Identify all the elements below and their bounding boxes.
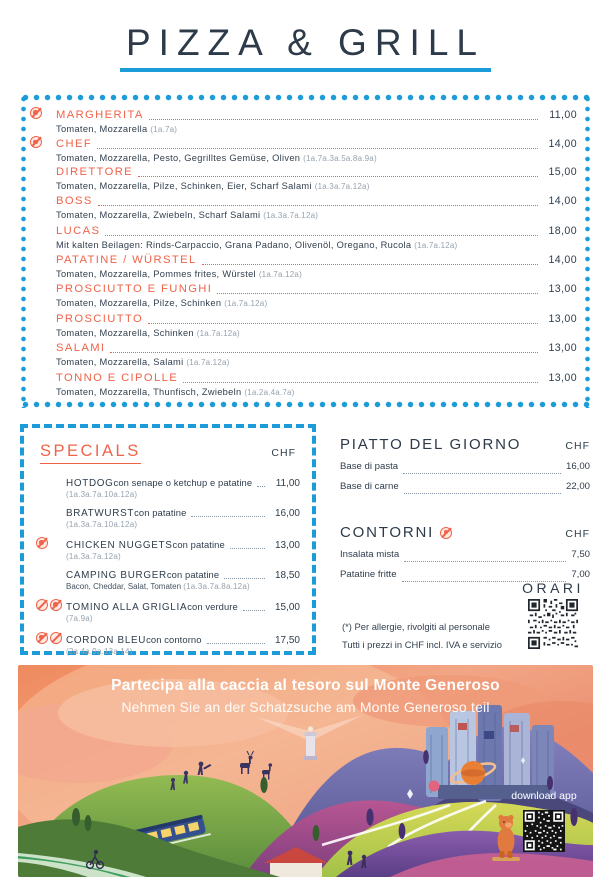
menu-item	[340, 477, 590, 497]
dietary-badge-icon	[50, 632, 62, 644]
allergen-codes: (1a.2a.4a.7a)	[244, 387, 295, 397]
menu-item-price: 18,50	[274, 569, 300, 581]
menu-item	[36, 569, 300, 593]
allergen-codes: (1a.7a.3a.5a.8a.9a)	[303, 154, 377, 164]
allergen-codes: (1a.3a.7a.10a.12a)	[66, 490, 138, 499]
specials-heading: SPECIALS	[40, 442, 141, 464]
dotted-leader	[110, 352, 538, 353]
menu-item-name: Base di carne	[340, 481, 399, 492]
allergen-codes: (1a.3a.7a.12a)	[66, 552, 121, 561]
dotted-leader	[183, 382, 538, 383]
dotted-leader	[404, 561, 566, 562]
menu-item-desc: Tomaten, Mozzarella, Zwiebeln, Scharf Salami	[56, 210, 261, 221]
dotted-leader	[138, 176, 538, 177]
menu-item-price: 15,00	[274, 602, 300, 613]
orari-heading: ORARI	[522, 580, 584, 596]
menu-item-price: 17,50	[274, 634, 300, 646]
dotted-leader	[202, 264, 538, 265]
promo-banner	[18, 665, 593, 877]
menu-item-name: Base di pasta	[340, 461, 399, 472]
menu-item	[30, 253, 577, 282]
allergen-codes: (1a.7a.12a)	[196, 328, 240, 338]
dotted-leader	[224, 578, 265, 579]
allergen-codes: (1a.7a.12a)	[414, 240, 458, 250]
menu-item-name: PROSCIUTTO	[56, 312, 144, 325]
menu-item-name: PATATINE / WÜRSTEL	[56, 253, 197, 266]
menu-item-desc: Tomaten, Mozzarella, Salami	[56, 357, 184, 368]
menu-item-name: BOSS	[56, 195, 93, 208]
menu-item-name: CAMPING BURGER	[66, 569, 167, 581]
dietary-badge-icon	[30, 107, 42, 119]
pizza-menu-section	[20, 94, 591, 408]
menu-item	[30, 224, 577, 253]
menu-item-price: 22,00	[565, 481, 590, 492]
dotted-leader	[217, 293, 538, 294]
menu-item-desc: Mit kalten Beilagen: Rinds-Carpaccio, Grana Padano, Olivenöl, Oregano, Rucola	[56, 239, 412, 250]
menu-item-suffix: con contorno	[146, 633, 202, 645]
specials-section	[20, 424, 316, 655]
menu-item-desc: Tomaten, Mozzarella, Schinken	[56, 327, 194, 338]
dietary-badge-icon	[30, 136, 42, 148]
dietary-badge-icon	[50, 599, 62, 611]
banner-illustration	[18, 665, 593, 877]
menu-item-name: PROSCIUTTO E FUNGHI	[56, 283, 213, 296]
menu-item-desc: Tomaten, Mozzarella, Pilze, Schinken	[56, 298, 222, 309]
menu-item-price: 16,00	[274, 507, 300, 519]
menu-item-desc: Tomaten, Mozzarella, Pilze, Schinken, Eier, Scharf Salami	[56, 180, 312, 191]
banner-headline-it: Partecipa alla caccia al tesoro sul Monte Generoso	[111, 677, 500, 694]
contorni-section	[340, 524, 590, 585]
dietary-badge-icon	[36, 599, 48, 611]
menu-item-price: 7,50	[571, 549, 590, 560]
menu-item-price: 7,00	[571, 569, 590, 580]
allergen-codes: (1a.7a.12a)	[186, 358, 230, 368]
menu-item-name: SALAMI	[56, 342, 106, 355]
menu-item-suffix: con patatine	[172, 539, 225, 550]
menu-item-price: 18,00	[548, 224, 577, 237]
allergen-codes: (1a.3a.7a.12a)	[263, 211, 319, 221]
menu-item	[30, 194, 577, 223]
menu-item-name: CHICKEN NUGGETS	[66, 540, 173, 551]
menu-item-name: HOTDOG	[66, 478, 114, 489]
menu-item-name: TONNO E CIPOLLE	[56, 371, 179, 384]
dotted-leader	[404, 493, 561, 494]
menu-item-price: 14,00	[548, 138, 577, 151]
menu-item-desc: Tomaten, Mozzarella, Thunfisch, Zwiebeln	[56, 386, 242, 397]
dotted-leader	[191, 516, 265, 517]
menu-item-price: 15,00	[548, 165, 577, 178]
allergen-codes: (1a.7a.12a)	[258, 269, 302, 279]
menu-item-price: 11,00	[275, 478, 300, 489]
menu-item-name: Insalata mista	[340, 549, 400, 560]
menu-item	[30, 165, 577, 194]
dotted-leader	[97, 148, 538, 149]
dotted-leader	[207, 643, 265, 644]
menu-item-suffix: con patatine	[134, 506, 187, 518]
orari-qr-code	[528, 599, 578, 649]
menu-item-price: 13,00	[548, 283, 577, 296]
ball-icon	[429, 781, 440, 792]
menu-item	[36, 536, 300, 563]
menu-item	[30, 312, 577, 341]
dotted-leader	[257, 486, 265, 487]
footnote-allergy: (*) Per allergie, rivolgiti al personale	[342, 621, 490, 632]
menu-item	[30, 135, 577, 164]
dietary-badge-icon	[36, 537, 48, 549]
dotted-leader	[148, 323, 538, 324]
menu-item	[36, 477, 300, 501]
menu-item-name: BRATWURST	[66, 507, 135, 519]
orari-block	[522, 580, 584, 654]
menu-item-desc: Tomaten, Mozzarella	[56, 124, 148, 134]
menu-item-name: DIRETTORE	[56, 165, 134, 178]
footnote-prices: Tutti i prezzi in CHF incl. IVA e servizio	[342, 639, 502, 650]
piatto-del-giorno-section	[340, 436, 590, 497]
footnotes	[342, 618, 502, 654]
section-heading: CONTORNI	[340, 524, 435, 541]
banner-headline-de: Nehmen Sie an der Schatzsuche am Monte Generoso teil	[121, 699, 490, 715]
header	[0, 22, 611, 72]
download-app-label: download app	[511, 790, 577, 802]
allergen-codes: (1a.3a.7a.10a.12a)	[66, 519, 138, 529]
allergen-codes: (1a.7a.12a)	[224, 299, 268, 309]
dotted-leader	[230, 548, 265, 549]
menu-item-price: 14,00	[548, 253, 577, 266]
menu-item	[30, 106, 577, 135]
menu-item	[36, 507, 300, 531]
dotted-leader	[149, 119, 538, 120]
allergen-codes: (1a.3a.7a.12a)	[314, 181, 370, 191]
menu-item-price: 13,00	[548, 342, 577, 355]
menu-item-price: 13,00	[548, 371, 577, 384]
menu-item-price: 11,00	[549, 109, 577, 121]
menu-item	[30, 341, 577, 370]
app-qr-code	[523, 810, 565, 852]
menu-item-suffix: con patatine	[166, 568, 220, 580]
menu-item-name: MARGHERITA	[56, 109, 144, 121]
menu-item	[36, 598, 300, 625]
menu-item-name: CHEF	[56, 138, 93, 151]
menu-item-price: 14,00	[548, 195, 577, 208]
menu-item-price: 16,00	[565, 461, 590, 472]
dotted-leader	[98, 205, 538, 206]
menu-item-name: LUCAS	[56, 224, 101, 237]
allergen-codes: (1a.3a.7a.8a.12a)	[183, 581, 250, 591]
menu-item-price: 13,00	[274, 540, 300, 551]
menu-item-price: 13,00	[548, 312, 577, 325]
menu-item-name: Patatine fritte	[340, 569, 397, 580]
dotted-leader	[105, 235, 538, 236]
dotted-leader	[243, 610, 265, 611]
menu-item-desc: Bacon, Cheddar, Salat, Tomaten	[66, 581, 182, 591]
currency-label: CHF	[565, 528, 590, 540]
dietary-badge-icon	[36, 632, 48, 644]
menu-item	[30, 282, 577, 311]
section-heading: PIATTO DEL GIORNO	[340, 436, 522, 453]
menu-item-suffix: con verdure	[187, 601, 238, 612]
menu-item	[30, 371, 577, 400]
menu-item-name: TOMINO ALLA GRIGLIA	[66, 602, 188, 613]
allergen-codes: (7a.9a)	[66, 614, 93, 623]
page-title: PIZZA & GRILL	[120, 22, 491, 72]
allergen-codes: (2a.4a.9a.13a.14)	[66, 646, 133, 656]
dotted-leader	[403, 473, 561, 474]
menu-item	[340, 457, 590, 477]
menu-item-desc: Tomaten, Mozzarella, Pommes frites, Würstel	[56, 268, 256, 279]
right-column	[340, 432, 590, 655]
dietary-badge-icon	[440, 527, 452, 539]
menu-item	[36, 631, 300, 658]
menu-item-name: CORDON BLEU	[66, 634, 147, 646]
menu-item	[340, 545, 590, 565]
menu-item-suffix: con senape o ketchup e patatine	[113, 477, 253, 488]
currency-label: CHF	[565, 440, 590, 452]
currency-label: CHF	[271, 447, 296, 459]
menu-item-desc: Tomaten, Mozzarella, Pesto, Gegrilltes Gemüse, Oliven	[56, 153, 301, 164]
allergen-codes: (1a.7a)	[150, 125, 178, 134]
